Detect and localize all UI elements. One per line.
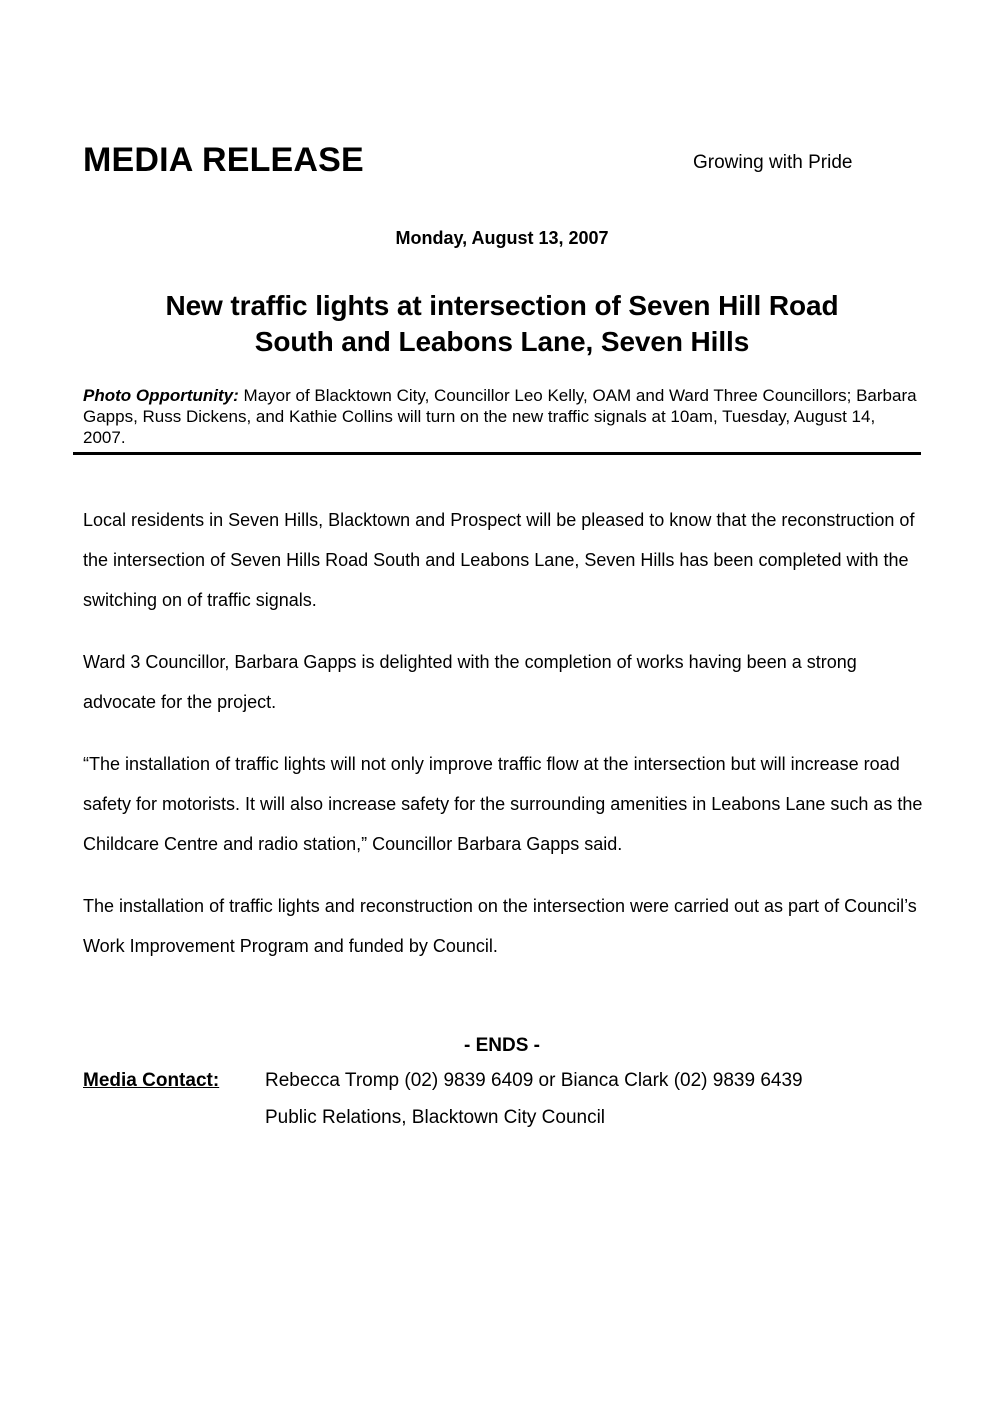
body-paragraph: Ward 3 Councillor, Barbara Gapps is delighted with the completion of works having been a strong advocate for the project. — [83, 652, 857, 712]
body-copy — [83, 500, 928, 988]
headline-line-1: New traffic lights at intersection of Seven Hill Road — [165, 290, 839, 321]
horizontal-rule — [73, 452, 921, 455]
photo-opportunity-label: Photo Opportunity: — [83, 386, 239, 405]
body-paragraph: The installation of traffic lights and reconstruction on the intersection were carried out as part of Council’s Work Improvement Program and funded by Council. — [83, 896, 917, 956]
media-contact-block — [83, 1068, 921, 1142]
photo-opportunity-text: Mayor of Blacktown City, Councillor Leo Kelly, OAM and Ward Three Councillors; Barbara Gapps, Russ Dickens, and Kathie Collins will turn on the new traffic signals at 10am, Tuesday, August 14, 2007. — [83, 386, 917, 447]
media-contact-label: Media Contact: — [83, 1070, 220, 1091]
contact-row — [83, 1068, 921, 1105]
media-contact-names: Rebecca Tromp (02) 9839 6409 or Bianca Clark (02) 9839 6439 — [265, 1070, 803, 1091]
organisation-tagline: Growing with Pride — [693, 152, 853, 173]
body-paragraph: “The installation of traffic lights will not only improve traffic flow at the intersection but will increase road safety for motorists. It will also increase safety for the surrounding amenities in Leabons Lane such as the Childcare Centre and radio station,” Councillor Barbara Gapps said. — [83, 754, 923, 854]
body-paragraph: Local residents in Seven Hills, Blacktown and Prospect will be pleased to know that the reconstruction of the intersection of Seven Hills Road South and Leabons Lane, Seven Hills has been completed with the switching on of traffic signals. — [83, 510, 915, 610]
photo-opportunity-block — [83, 385, 921, 448]
headline — [83, 288, 921, 360]
page-title: MEDIA RELEASE — [83, 141, 364, 179]
release-date: Monday, August 13, 2007 — [395, 228, 609, 248]
headline-line-2: South and Leabons Lane, Seven Hills — [254, 326, 750, 357]
media-contact-department: Public Relations, Blacktown City Council — [265, 1107, 606, 1128]
contact-row — [83, 1105, 921, 1142]
document-masthead — [83, 140, 921, 184]
ends-marker: - ENDS - — [464, 1035, 540, 1056]
